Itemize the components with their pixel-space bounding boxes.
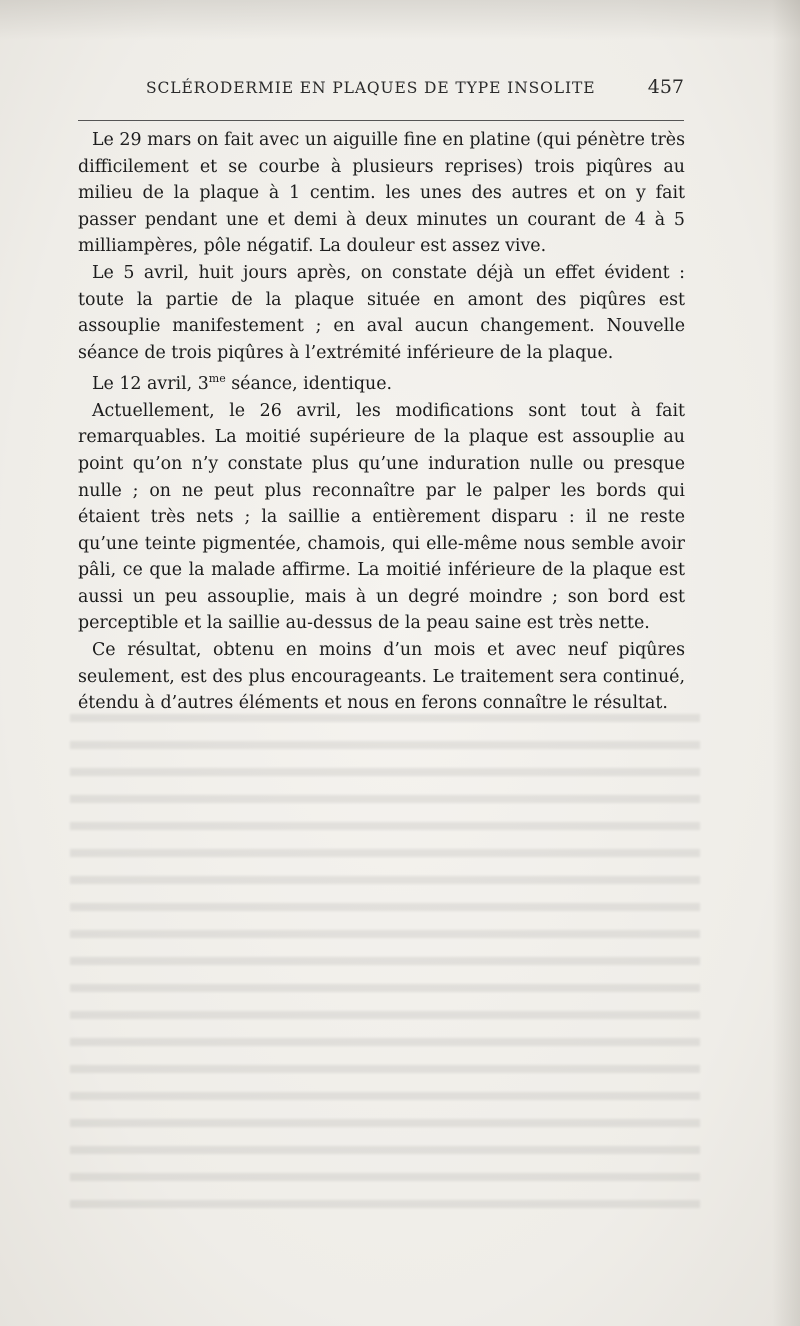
paragraph: Ce résultat, obtenu en moins d’un mois et avec neuf piqûres seulement, est des plus encourageants. Le traitement sera continué, étendu à d’autres éléments et nous en ferons connaître le résultat.	[78, 640, 685, 714]
body-text	[78, 127, 685, 717]
paragraph-text-before: Le 12 avril, 3	[92, 374, 209, 395]
paragraph: Le 5 avril, huit jours après, on constate déjà un effet évident : toute la partie de la plaque située en amont des piqûres est assouplie manifestement ; en aval aucun changement. Nouvelle séance de trois piqûres à l’extrémité inférieure de la plaque.	[78, 262, 685, 363]
paragraph-text-after: séance, identique.	[225, 374, 393, 395]
paragraph: Le 29 mars on fait avec un aiguille fine en platine (qui pénètre très difficilement et se courbe à plusieurs reprises) trois piqûres au milieu de la plaque à 1 centim. les unes des autres et on y fait passer pendant une et demi à deux minutes un courant de 4 à 5 milliampères, pôle négatif. La douleur est assez vive.	[78, 130, 685, 257]
page-shadow-right	[772, 0, 800, 1326]
page-number: 457	[647, 76, 684, 98]
paragraph	[78, 366, 685, 397]
page-header	[78, 74, 684, 108]
ordinal-superscript: me	[208, 372, 226, 386]
page-shadow-top	[0, 0, 800, 40]
header-rule	[78, 120, 684, 121]
paragraph: Actuellement, le 26 avril, les modifications sont tout à fait remarquables. La moitié supérieure de la plaque est assouplie au point qu’on n’y constate plus qu’une induration nulle ou presque nulle ; on ne peut plus reconnaître par le palper les bords qui étaient très nets ; la saillie a entièrement disparu : il ne reste qu’une teinte pigmentée, chamois, qui elle-même nous semble avoir pâli, ce que la malade affirme. La moitié inférieure de la plaque est aussi un peu assouplie, mais à un degré moindre ; son bord est perceptible et la saillie au-dessus de la peau saine est très nette.	[78, 400, 685, 634]
show-through-from-reverse-page	[70, 700, 700, 1220]
running-title: SCLÉRODERMIE EN PLAQUES DE TYPE INSOLITE	[146, 79, 596, 97]
